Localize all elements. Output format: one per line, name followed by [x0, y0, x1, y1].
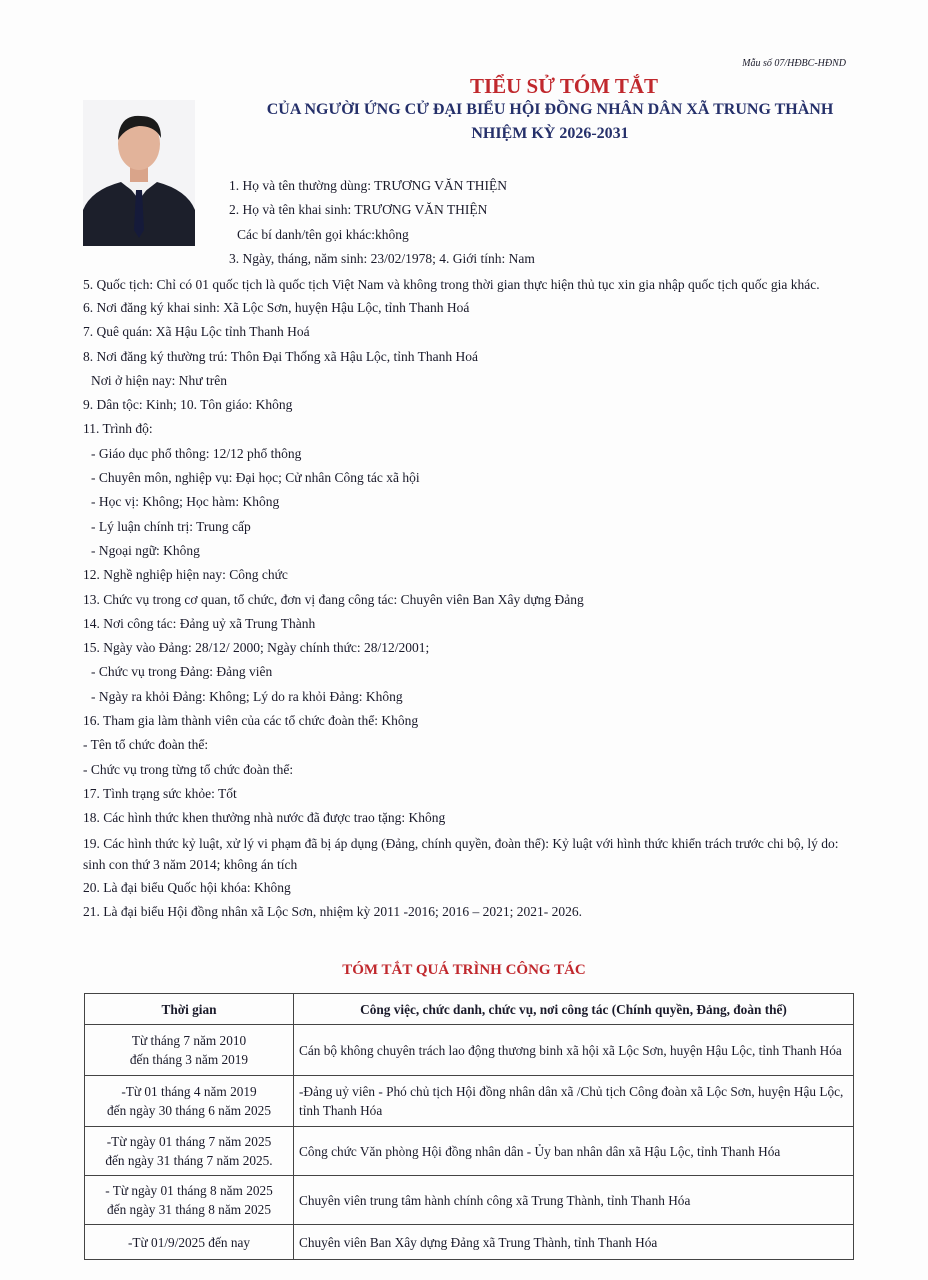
info-line: 1. Họ và tên thường dùng: TRƯƠNG VĂN THIỆN	[229, 178, 508, 193]
cell-text: -Từ 01/9/2025 đến nay	[127, 1234, 251, 1250]
info-line: 20. Là đại biểu Quốc hội khóa: Không	[83, 879, 291, 895]
work-history-table	[84, 993, 854, 1260]
info-line: 15. Ngày vào Đảng: 28/12/ 2000; Ngày chính thức: 28/12/2001;	[83, 640, 430, 656]
cell-text: Cán bộ không chuyên trách lao động thương binh xã hội xã Lộc Sơn, huyện Hậu Lộc, tỉnh Thanh Hóa	[299, 1042, 842, 1058]
info-line: 18. Các hình thức khen thưởng nhà nước đã được trao tặng: Không	[83, 810, 446, 826]
candidate-photo	[83, 100, 195, 246]
personal-info-body	[83, 272, 855, 924]
info-line: 9. Dân tộc: Kinh; 10. Tôn giáo: Không	[83, 397, 293, 413]
info-line: 6. Nơi đăng ký khai sinh: Xã Lộc Sơn, huyện Hậu Lộc, tỉnh Thanh Hoá	[83, 300, 470, 315]
info-line: - Ngày ra khỏi Đảng: Không; Lý do ra khỏi Đảng: Không	[91, 688, 403, 704]
info-line: 14. Nơi công tác: Đảng uỷ xã Trung Thành	[83, 615, 316, 631]
position-cell	[294, 1225, 854, 1260]
cell-text: Chuyên viên trung tâm hành chính công xã Trung Thành, tỉnh Thanh Hóa	[299, 1192, 691, 1208]
info-line: - Ngoại ngữ: Không	[91, 542, 200, 558]
info-line: - Lý luận chính trị: Trung cấp	[91, 518, 251, 534]
table-header-row	[85, 994, 854, 1025]
info-line: 19. Các hình thức kỷ luật, xử lý vi phạm đã bị áp dụng (Đảng, chính quyền, đoàn thể): Kỷ luật với hình thức khiển trách trước chi bộ, lý do: sinh con thứ 3 năm 2014; không án tích	[83, 835, 839, 872]
position-cell	[294, 1176, 854, 1225]
info-line: - Tên tổ chức đoàn thể:	[83, 737, 209, 753]
cell-text: - Từ ngày 01 tháng 8 năm 2025 đến ngày 31 tháng 8 năm 2025	[105, 1183, 273, 1217]
time-cell	[85, 1127, 294, 1176]
info-line: - Học vị: Không; Học hàm: Không	[91, 494, 280, 510]
time-cell	[85, 1025, 294, 1076]
info-line: - Chức vụ trong từng tổ chức đoàn thể:	[83, 761, 294, 777]
cell-text: -Từ ngày 01 tháng 7 năm 2025 đến ngày 31 tháng 7 năm 2025.	[105, 1134, 273, 1168]
table-row	[85, 1225, 854, 1260]
info-line: 16. Tham gia làm thành viên của các tổ chức đoàn thể: Không	[83, 713, 419, 729]
info-line: 11. Trình độ:	[83, 421, 153, 437]
position-cell	[294, 1025, 854, 1076]
cell-text: Từ tháng 7 năm 2010 đến tháng 3 năm 2019	[129, 1033, 249, 1067]
document-term: NHIỆM KỲ 2026-2031	[471, 125, 629, 142]
document-subtitle: CỦA NGƯỜI ỨNG CỬ ĐẠI BIỂU HỘI ĐỒNG NHÂN DÂN XÃ TRUNG THÀNH	[266, 101, 834, 118]
cell-text: -Từ 01 tháng 4 năm 2019 đến ngày 30 tháng 6 năm 2025	[107, 1084, 271, 1118]
info-line: 13. Chức vụ trong cơ quan, tổ chức, đơn vị đang công tác: Chuyên viên Ban Xây dựng Đảng	[83, 591, 584, 607]
table-row	[85, 1176, 854, 1225]
info-line: - Chức vụ trong Đảng: Đảng viên	[91, 664, 273, 680]
table-row	[85, 1127, 854, 1176]
personal-info-top	[229, 174, 535, 271]
info-line: 2. Họ và tên khai sinh: TRƯƠNG VĂN THIỆN	[229, 202, 488, 218]
info-line: Các bí danh/tên gọi khác:không	[237, 226, 409, 242]
info-line: 5. Quốc tịch: Chỉ có 01 quốc tịch là quốc tịch Việt Nam và không trong thời gian thực hiện thủ tục xin gia nhập quốc tịch quốc gia khác.	[83, 277, 820, 292]
header-time: Thời gian	[85, 994, 294, 1025]
cell-text: -Đảng uỷ viên - Phó chủ tịch Hội đồng nhân dân xã /Chủ tịch Công đoàn xã Lộc Sơn, huyện Hậu Lộc, tỉnh Thanh Hóa	[299, 1084, 844, 1118]
info-line: 8. Nơi đăng ký thường trú: Thôn Đại Thống xã Hậu Lộc, tỉnh Thanh Hoá	[83, 348, 479, 364]
time-cell	[85, 1225, 294, 1260]
table-row	[85, 1076, 854, 1127]
info-line: 17. Tình trạng sức khỏe: Tốt	[83, 785, 237, 801]
document-title: TIỂU SỬ TÓM TẮT	[469, 74, 659, 98]
time-cell	[85, 1176, 294, 1225]
position-cell	[294, 1076, 854, 1127]
position-cell	[294, 1127, 854, 1176]
section-title: TÓM TẮT QUÁ TRÌNH CÔNG TÁC	[342, 962, 586, 978]
cell-text: Công chức Văn phòng Hội đồng nhân dân - Ủy ban nhân dân xã Hậu Lộc, tỉnh Thanh Hóa	[299, 1143, 781, 1159]
cell-text: Chuyên viên Ban Xây dựng Đảng xã Trung Thành, tỉnh Thanh Hóa	[299, 1234, 658, 1250]
info-line: 21. Là đại biểu Hội đồng nhân xã Lộc Sơn, nhiệm kỳ 2011 -2016; 2016 – 2021; 2021- 2026.	[83, 903, 582, 919]
form-number: Mẫu số 07/HĐBC-HĐND	[742, 58, 846, 69]
info-line: Nơi ở hiện nay: Như trên	[91, 372, 227, 388]
info-line: 7. Quê quán: Xã Hậu Lộc tỉnh Thanh Hoá	[83, 324, 310, 340]
info-line: - Chuyên môn, nghiệp vụ: Đại học; Cử nhân Công tác xã hội	[91, 470, 420, 486]
table-row	[85, 1025, 854, 1076]
info-line: - Giáo dục phổ thông: 12/12 phổ thông	[91, 445, 302, 461]
info-line: 12. Nghề nghiệp hiện nay: Công chức	[83, 567, 288, 583]
info-line: 3. Ngày, tháng, năm sinh: 23/02/1978; 4. Giới tính: Nam	[229, 250, 535, 266]
header-position: Công việc, chức danh, chức vụ, nơi công tác (Chính quyền, Đảng, đoàn thể)	[294, 994, 854, 1025]
time-cell	[85, 1076, 294, 1127]
